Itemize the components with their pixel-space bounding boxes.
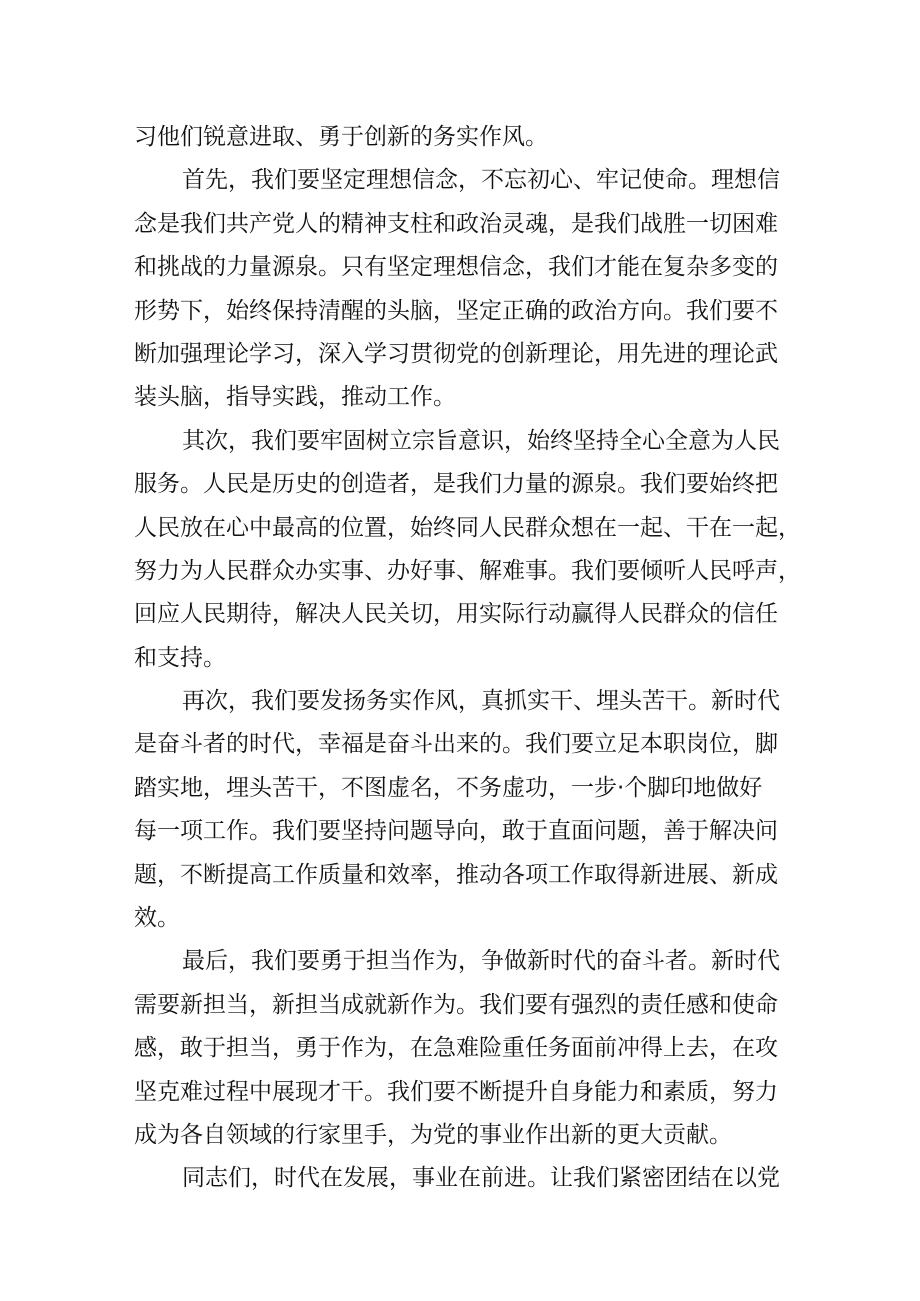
text-line: 坚克难过程中展现才干。我们要不断提升自身能力和素质，努力 — [134, 1078, 778, 1105]
text-line: 和挑战的力量源泉。只有坚定理想信念，我们才能在复杂多变的 — [134, 254, 778, 281]
text-line: 努力为人民群众办实事、办好事、解难事。我们要倾听人民呼声， — [134, 557, 801, 584]
text-line: 踏实地，埋头苦干，不图虚名，不务虚功，一步·个脚印地做好 — [134, 774, 763, 801]
text-line: 最后，我们要勇于担当作为，争做新时代的奋斗者。新时代 — [182, 948, 780, 975]
text-line: 回应人民期待，解决人民关切，用实际行动赢得人民群众的信任 — [134, 601, 778, 628]
text-line: 同志们，时代在发展，事业在前进。让我们紧密团结在以党 — [182, 1165, 780, 1192]
text-line: 效。 — [134, 905, 180, 932]
text-line: 需要新担当，新担当成就新作为。我们要有强烈的责任感和使命 — [134, 991, 778, 1018]
text-line: 念是我们共产党人的精神支柱和政治灵魂，是我们战胜一切困难 — [134, 210, 778, 237]
text-line: 人民放在心中最高的位置，始终同人民群众想在一起、干在一起， — [134, 514, 801, 541]
text-line: 首先，我们要坚定理想信念，不忘初心、牢记使命。理想信 — [182, 167, 780, 194]
text-line: 成为各自领域的行家里手，为党的事业作出新的更大贡献。 — [134, 1121, 732, 1148]
text-line: 形势下，始终保持清醒的头脑，坚定正确的政治方向。我们要不 — [134, 297, 778, 324]
text-line: 习他们锐意进取、勇于创新的务实作风。 — [134, 124, 548, 150]
text-line: 感，敢于担当，勇于作为，在急难险重任务面前冲得上去，在攻 — [134, 1035, 778, 1062]
text-line: 断加强理论学习，深入学习贯彻党的创新理论，用先进的理论武 — [134, 340, 778, 367]
text-line: 每一项工作。我们要坚持问题导向，敢于直面问题，善于解决问 — [134, 818, 778, 845]
text-line: 服务。人民是历史的创造者，是我们力量的源泉。我们要始终把 — [134, 471, 778, 498]
text-line: 装头脑，指导实践，推动工作。 — [134, 384, 456, 411]
document-body — [134, 116, 801, 1201]
text-line: 再次，我们要发扬务实作风，真抓实干、埋头苦干。新时代 — [182, 688, 780, 715]
text-line: 是奋斗者的时代，幸福是奋斗出来的。我们要立足本职岗位，脚 — [134, 731, 778, 758]
text-line: 其次，我们要牢固树立宗旨意识，始终坚持全心全意为人民 — [182, 427, 780, 454]
text-line: 题，不断提高工作质量和效率，推动各项工作取得新进展、新成 — [134, 861, 778, 888]
text-line: 和支持。 — [134, 644, 226, 671]
